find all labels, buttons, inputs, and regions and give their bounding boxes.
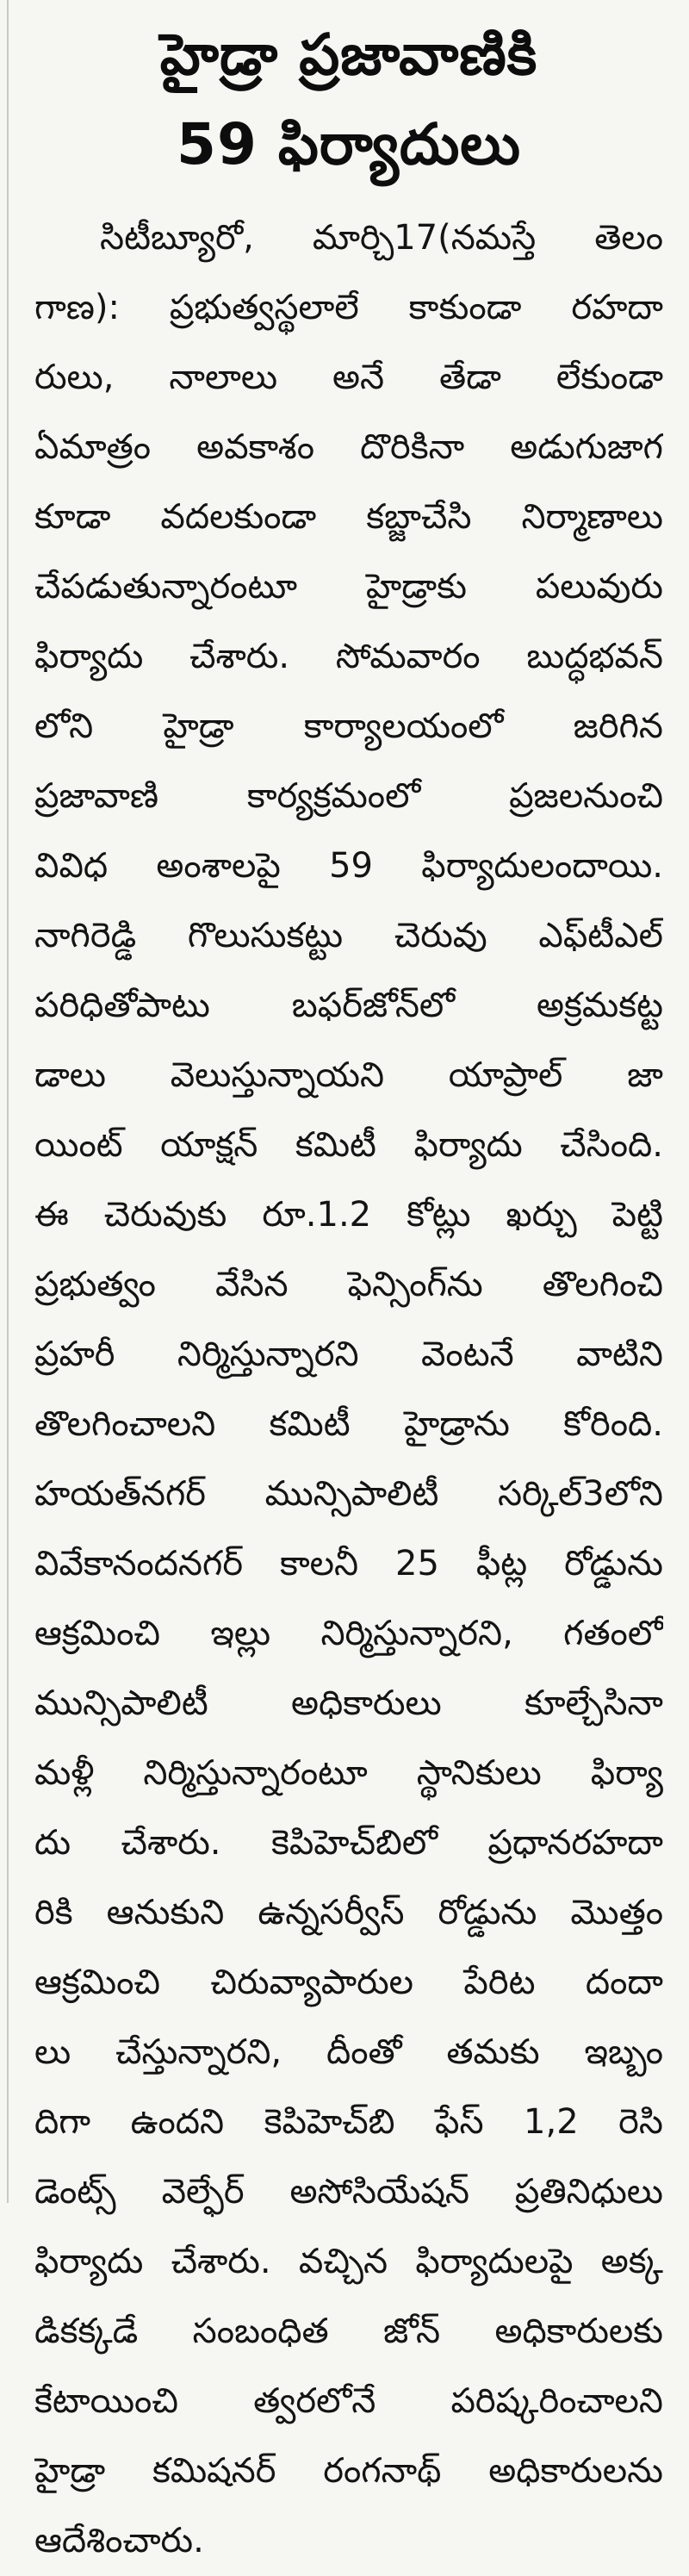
news-clipping (34, 0, 663, 2560)
column-rule (7, 0, 9, 2203)
body-line: కూడా వదలకుండా కబ్జాచేసి నిర్మాణాలు (34, 497, 663, 537)
body-line: దు చేశారు. కెపిహెచ్‌బిలో ప్రధానరహదా (34, 1823, 663, 1863)
body-line: హైడ్రా కమిషనర్ రంగనాథ్ అధికారులను (34, 2451, 663, 2491)
body-line: ప్రభుత్వం వేసిన ఫెన్సింగ్‌ను తొలగించి (34, 1265, 663, 1304)
body-line: మున్సిపాలిటీ అధికారులు కూల్చేసినా (34, 1683, 663, 1723)
body-line: చేపడుతున్నారంటూ హైడ్రాకు పలువురు (34, 567, 663, 607)
body-line: లోని హైడ్రా కార్యాలయంలో జరిగిన (34, 706, 663, 746)
headline-line: 59 ఫిర్యాదులు (177, 111, 521, 177)
body-line: ప్రజావాణి కార్యక్రమంలో ప్రజలనుంచి (34, 776, 663, 816)
body-line: లు చేస్తున్నారని, దీంతో తమకు ఇబ్బం (34, 2032, 663, 2072)
body-line: డాలు వెలుస్తున్నాయని యాప్రాల్ జా (34, 1055, 663, 1095)
body-line: హయత్‌నగర్ మున్సిపాలిటీ సర్కిల్3లోని (34, 1474, 663, 1514)
body-line: పరిధితోపాటు బఫర్‌జోన్‌లో అక్రమకట్ట (34, 986, 663, 1025)
body-line: రులు, నాలాలు అనే తేడా లేకుండా (34, 358, 663, 397)
body-line: గాణ): ప్రభుత్వస్థలాలే కాకుండా రహదా (34, 288, 663, 327)
body-line: మళ్లీ నిర్మిస్తున్నారంటూ స్థానికులు ఫిర్యా (34, 1753, 663, 1793)
body-line: రికి ఆనుకుని ఉన్నసర్వీస్ రోడ్డును మొత్తం (34, 1893, 663, 1932)
body-line: డెంట్స్ వెల్ఫేర్ అసోసియేషన్ ప్రతినిధులు (34, 2172, 663, 2212)
body-line: దిగా ఉందని కెపిహెచ్‌బి ఫేస్ 1,2 రెసి (34, 2102, 663, 2142)
body-line: నాగిరెడ్డి గొలుసుకట్టు చెరువు ఎఫ్‌టీఎల్ (34, 916, 663, 955)
headline (34, 0, 663, 190)
body-line: ఆదేశించారు. (34, 2521, 204, 2560)
headline-line: హైడ్రా ప్రజావాణికి (159, 22, 538, 88)
body-line: వివిధ అంశాలపై 59 ఫిర్యాదులందాయి. (34, 846, 663, 886)
body-line: యింట్ యాక్షన్ కమిటీ ఫిర్యాదు చేసింది. (34, 1125, 663, 1165)
body-line: ఆక్రమించి ఇల్లు నిర్మిస్తున్నారని, గతంలో (34, 1614, 663, 1653)
body-line: ఈ చెరువుకు రూ.1.2 కోట్లు ఖర్చు పెట్టి (34, 1195, 663, 1235)
body-line: సిటీబ్యూరో, మార్చి17(నమస్తే తెలం (100, 218, 663, 258)
body-line: కేటాయించి త్వరలోనే పరిష్కరించాలని (34, 2381, 663, 2421)
body-line: వివేకానందనగర్ కాలనీ 25 ఫీట్ల రోడ్డును (34, 1544, 663, 1584)
article-body (34, 203, 663, 2576)
body-line: ఫిర్యాదు చేశారు. వచ్చిన ఫిర్యాదులపై అక్క (34, 2242, 663, 2281)
body-line: ఆక్రమించి చిరువ్యాపారుల పేరిట దందా (34, 1963, 663, 2002)
body-line: ఏమాత్రం అవకాశం దొరికినా అడుగుజాగ (34, 427, 663, 467)
body-line: ఫిర్యాదు చేశారు. సోమవారం బుద్ధభవన్ (34, 637, 663, 676)
body-line: తొలగించాలని కమిటీ హైడ్రాను కోరింది. (34, 1404, 663, 1444)
body-line: డికక్కడే సంబంధిత జోన్ అధికారులకు (34, 2312, 663, 2351)
body-line: ప్రహరీ నిర్మిస్తున్నారని వెంటనే వాటిని (34, 1335, 663, 1374)
